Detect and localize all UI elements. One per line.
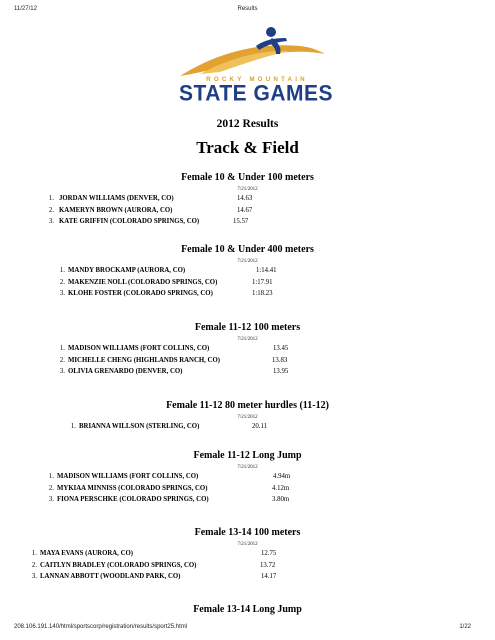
print-footer	[0, 624, 495, 636]
result-mark: 14.17	[261, 573, 277, 580]
event-date: 7/21/2012	[237, 187, 258, 192]
result-row	[0, 216, 495, 228]
event-date: 7/21/2012	[237, 337, 258, 342]
results-list	[0, 343, 495, 378]
result-row	[0, 355, 495, 367]
athlete-name: JORDAN WILLIAMS (DENVER, CO)	[59, 195, 174, 202]
result-mark: 13.72	[260, 561, 276, 569]
result-row	[0, 288, 495, 300]
result-mark: 20.11	[252, 423, 268, 430]
event-title: Female 11-12 100 meters	[194, 322, 301, 333]
athlete-name: KAMERYN BROWN (AURORA, CO)	[59, 206, 173, 214]
event-section	[0, 244, 495, 300]
result-rank: 2.	[48, 206, 54, 214]
event-section	[0, 172, 495, 228]
result-rank: 1.	[59, 345, 65, 352]
event-section	[0, 322, 495, 378]
result-rank: 3.	[59, 290, 65, 297]
event-date: 7/21/2012	[237, 542, 258, 547]
event-date: 7/21/2012	[237, 415, 258, 420]
athlete-name: KATE GRIFFIN (COLORADO SPRINGS, CO)	[59, 218, 200, 225]
athlete-name: LANNAN ABBOTT (WOODLAND PARK, CO)	[40, 573, 181, 580]
athlete-name: MADISON WILLIAMS (FORT COLLINS, CO)	[68, 345, 210, 352]
rocky-mountain-state-games-logo	[160, 24, 350, 110]
event-title: Female 13-14 Long Jump	[193, 604, 302, 615]
results-list	[0, 193, 495, 228]
result-mark: 3.80m	[272, 496, 290, 503]
result-rank: 1.	[59, 267, 65, 274]
result-row	[0, 548, 495, 560]
result-row	[0, 205, 495, 217]
athlete-name: CAITLYN BRADLEY (COLORADO SPRINGS, CO)	[40, 561, 197, 569]
result-rank: 1.	[48, 195, 54, 202]
result-mark: 4.12m	[272, 484, 290, 492]
athlete-name: MANDY BROCKAMP (AURORA, CO)	[68, 267, 186, 274]
result-row	[0, 343, 495, 355]
print-page-title: Results	[237, 6, 258, 12]
result-rank: 2.	[59, 356, 65, 364]
result-rank: 2.	[31, 561, 37, 569]
result-mark: 12.75	[261, 550, 277, 557]
logo-line-1: ROCKY MOUNTAIN	[206, 76, 308, 83]
runner-mountain-icon	[160, 24, 350, 80]
results-list	[0, 265, 495, 300]
print-date: 11/27/12	[14, 6, 37, 12]
result-rank: 1.	[48, 473, 54, 480]
result-mark: 1:18.23	[252, 290, 273, 297]
result-row	[0, 421, 495, 433]
event-section	[0, 604, 495, 616]
athlete-name: BRIANNA WILLSON (STERLING, CO)	[79, 423, 200, 430]
athlete-name: FIONA PERSCHKE (COLORADO SPRINGS, CO)	[57, 496, 209, 503]
result-mark: 13.83	[272, 356, 288, 364]
page-url: 208.106.191.140/html/sportscorp/registration/results/sport25.html	[14, 624, 188, 630]
result-row	[0, 265, 495, 277]
result-rank: 3.	[31, 573, 37, 580]
athlete-name: MICHELLE CHENG (HIGHLANDS RANCH, CO)	[68, 356, 220, 364]
event-section	[0, 400, 495, 433]
event-section	[0, 450, 495, 506]
event-title: Female 13-14 100 meters	[194, 527, 301, 538]
print-header	[0, 6, 495, 18]
result-row	[0, 193, 495, 205]
sport-title: Track & Field	[196, 138, 299, 157]
result-mark: 1:17.91	[252, 278, 273, 286]
result-mark: 15.57	[233, 218, 249, 225]
result-row	[0, 471, 495, 483]
result-mark: 1:14.41	[256, 267, 277, 274]
page-number: 1/22	[459, 624, 471, 630]
event-date: 7/21/2012	[237, 259, 258, 264]
result-row	[0, 560, 495, 572]
result-rank: 2.	[59, 278, 65, 286]
athlete-name: KLOHE FOSTER (COLORADO SPRINGS, CO)	[68, 290, 213, 297]
result-rank: 3.	[48, 218, 54, 225]
result-row	[0, 366, 495, 378]
event-title: Female 10 & Under 400 meters	[181, 244, 314, 255]
result-rank: 2.	[48, 484, 54, 492]
result-row	[0, 494, 495, 506]
event-date: 7/21/2012	[237, 465, 258, 470]
athlete-name: MYKIAA MINNISS (COLORADO SPRINGS, CO)	[57, 484, 208, 492]
event-title: Female 11-12 Long Jump	[193, 450, 302, 461]
event-title: Female 11-12 80 meter hurdles (11-12)	[166, 400, 329, 411]
result-rank: 1.	[70, 423, 76, 430]
result-mark: 14.63	[237, 195, 253, 202]
results-list	[0, 471, 495, 506]
result-rank: 1.	[31, 550, 37, 557]
event-title: Female 10 & Under 100 meters	[181, 172, 314, 183]
result-rank: 3.	[48, 496, 54, 503]
result-row	[0, 277, 495, 289]
event-section	[0, 527, 495, 583]
athlete-name: MADISON WILLIAMS (FORT COLLINS, CO)	[57, 473, 199, 480]
athlete-name: MAYA EVANS (AURORA, CO)	[40, 550, 134, 557]
athlete-name: MAKENZIE NOLL (COLORADO SPRINGS, CO)	[68, 278, 218, 286]
result-rank: 3.	[59, 368, 65, 375]
result-mark: 13.95	[273, 368, 289, 375]
results-list	[0, 548, 495, 583]
results-list	[0, 421, 495, 433]
athlete-name: OLIVIA GRENARDO (DENVER, CO)	[68, 368, 183, 375]
result-mark: 13.45	[273, 345, 289, 352]
result-mark: 4.94m	[273, 473, 291, 480]
result-row	[0, 483, 495, 495]
result-mark: 14.67	[237, 206, 253, 214]
results-year-heading: 2012 Results	[216, 118, 279, 130]
result-row	[0, 571, 495, 583]
logo-line-2: STATE GAMES	[178, 81, 334, 106]
